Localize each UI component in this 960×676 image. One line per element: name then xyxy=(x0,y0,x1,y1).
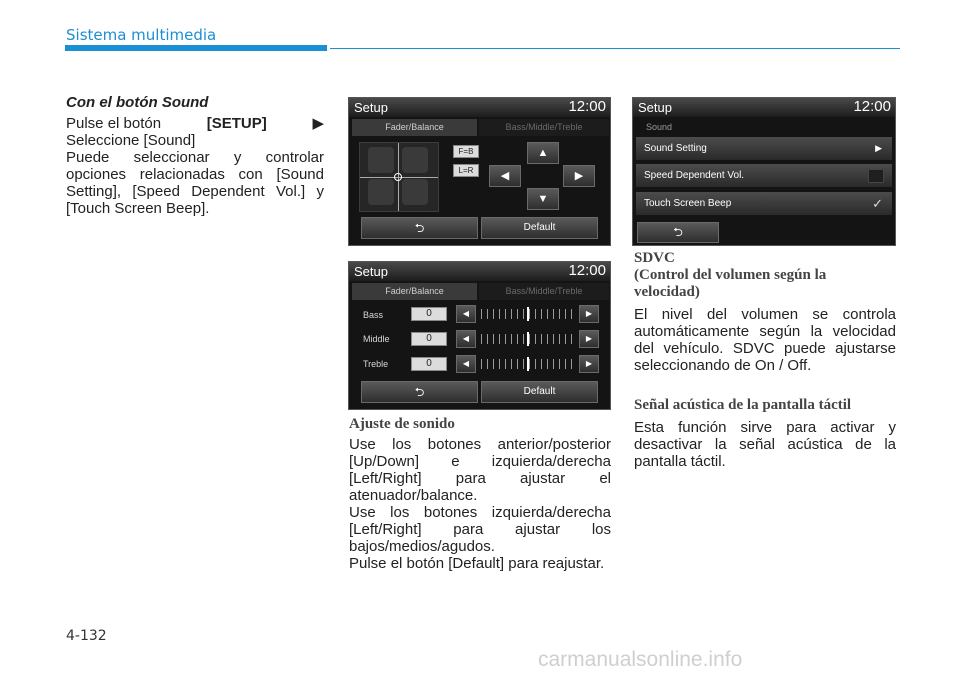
screen-clock: 12:00 xyxy=(568,262,606,279)
balance-value: L=R xyxy=(453,164,479,177)
bass-decrease-button[interactable] xyxy=(456,305,476,323)
tab-fader-balance[interactable]: Fader/Balance xyxy=(352,119,477,136)
seat-icon xyxy=(368,147,394,173)
middle-increase-button[interactable] xyxy=(579,330,599,348)
middle-heading: Ajuste de sonido xyxy=(349,416,455,432)
arrow-right-icon: ▶ xyxy=(574,170,584,182)
treble-value: 0 xyxy=(411,357,447,371)
bass-label: Bass xyxy=(363,310,384,320)
screen-title: Setup xyxy=(354,264,388,279)
back-button[interactable] xyxy=(361,381,478,403)
middle-paragraph-1: Use los botones anterior/posterior [Up/Down] e izquierda/derecha [Left/Right] para ajustar el atenuador/balance. xyxy=(349,436,611,504)
down-button[interactable] xyxy=(527,188,559,210)
sound-setting-label: Sound Setting xyxy=(644,143,707,154)
sound-settings-screen xyxy=(632,97,896,246)
middle-value: 0 xyxy=(411,332,447,346)
screen-title: Setup xyxy=(354,100,388,115)
screen-titlebar xyxy=(349,98,610,117)
chevron-right-icon: ▶ xyxy=(875,143,882,153)
tab-bass-middle-treble[interactable]: Bass/Middle/Treble xyxy=(479,119,609,136)
sdvc-paragraph: El nivel del volumen se controla automáticamente según la velocidad del vehículo. SDVC puede ajustarse seleccionando de On / Off. xyxy=(634,306,896,374)
right-button[interactable] xyxy=(563,165,595,187)
treble-decrease-button[interactable] xyxy=(456,355,476,373)
seat-icon xyxy=(368,179,394,205)
up-button[interactable] xyxy=(527,142,559,164)
arrow-left-icon: ◀ xyxy=(462,309,470,318)
car-seats-graphic[interactable] xyxy=(359,142,439,212)
instruction-line-2: Seleccione [Sound] xyxy=(66,132,196,149)
default-button[interactable]: Default xyxy=(481,217,598,239)
middle-label: Middle xyxy=(363,334,390,344)
default-button[interactable]: Default xyxy=(481,381,598,403)
page-number: 4-132 xyxy=(66,628,107,644)
sdvc-heading: SDVC xyxy=(634,250,675,266)
back-icon: ⮌ xyxy=(414,221,425,235)
middle-level-marker xyxy=(527,332,529,346)
treble-level-bar[interactable] xyxy=(481,359,577,369)
screen-subtitle: Sound xyxy=(646,122,673,132)
arrow-right-icon: ▶ xyxy=(585,309,593,318)
header-rule-thick xyxy=(65,45,327,51)
fader-balance-screen xyxy=(348,97,611,246)
screen-tabs xyxy=(352,119,607,136)
arrow-up-icon: ▲ xyxy=(537,147,549,159)
instruction-line-1 xyxy=(66,115,324,132)
header-rule-thin xyxy=(330,48,900,49)
middle-paragraph-3: Pulse el botón [Default] para reajustar. xyxy=(349,555,605,572)
tab-fader-balance[interactable]: Fader/Balance xyxy=(352,283,477,300)
arrow-right-icon: ▶ xyxy=(312,115,324,132)
checkmark-icon[interactable]: ✓ xyxy=(872,196,883,211)
instruction-text: Pulse el botón xyxy=(66,115,162,132)
seat-icon xyxy=(402,147,428,173)
treble-increase-button[interactable] xyxy=(579,355,599,373)
bass-level-marker xyxy=(527,307,529,321)
tab-bass-middle-treble[interactable]: Bass/Middle/Treble xyxy=(479,283,609,300)
back-icon: ⮌ xyxy=(673,225,683,239)
speed-dependent-vol-item[interactable] xyxy=(636,164,892,187)
back-button[interactable] xyxy=(637,222,719,243)
speed-dependent-vol-label: Speed Dependent Vol. xyxy=(644,170,745,181)
bass-level-bar[interactable] xyxy=(481,309,577,319)
arrow-down-icon: ▼ xyxy=(537,193,549,205)
arrow-left-icon: ◀ xyxy=(462,334,470,343)
watermark: carmanualsonline.info xyxy=(538,648,743,671)
setup-key: [SETUP] xyxy=(206,115,267,132)
screen-tabs xyxy=(352,283,607,300)
screen-clock: 12:00 xyxy=(853,98,891,115)
middle-decrease-button[interactable] xyxy=(456,330,476,348)
section-title: Sistema multimedia xyxy=(66,26,217,44)
treble-label: Treble xyxy=(363,359,389,369)
touch-screen-beep-label: Touch Screen Beep xyxy=(644,198,732,209)
screen-titlebar xyxy=(633,98,895,117)
instruction-paragraph: Puede seleccionar y controlar opciones relacionadas con [Sound Setting], [Speed Dependent Vol.] y [Touch Screen Beep]. xyxy=(66,149,324,217)
beep-heading: Señal acústica de la pantalla táctil xyxy=(634,397,852,413)
subheading: Con el botón Sound xyxy=(66,94,209,111)
screen-title: Setup xyxy=(638,100,672,115)
checkbox-icon[interactable] xyxy=(868,169,884,183)
touch-screen-beep-item[interactable] xyxy=(636,192,892,215)
bass-middle-treble-screen xyxy=(348,261,611,410)
screen-titlebar xyxy=(349,262,610,281)
back-button[interactable] xyxy=(361,217,478,239)
sdvc-subheading: (Control del volumen según la velocidad) xyxy=(634,267,827,300)
fader-value: F=B xyxy=(453,145,479,158)
bass-increase-button[interactable] xyxy=(579,305,599,323)
arrow-left-icon: ◀ xyxy=(500,170,510,182)
arrow-right-icon: ▶ xyxy=(585,359,593,368)
middle-paragraph-2: Use los botones izquierda/derecha [Left/Right] para ajustar los bajos/medios/agudos. xyxy=(349,504,611,555)
beep-paragraph: Esta función sirve para activar y desactivar la señal acústica de la pantalla táctil. xyxy=(634,419,896,470)
arrow-right-icon: ▶ xyxy=(585,334,593,343)
screen-clock: 12:00 xyxy=(568,98,606,115)
sound-setting-item[interactable] xyxy=(636,137,892,160)
back-icon: ⮌ xyxy=(414,385,425,399)
bass-value: 0 xyxy=(411,307,447,321)
treble-level-marker xyxy=(527,357,529,371)
arrow-left-icon: ◀ xyxy=(462,359,470,368)
seat-icon xyxy=(402,179,428,205)
balance-point-icon xyxy=(394,173,402,181)
left-button[interactable] xyxy=(489,165,521,187)
middle-level-bar[interactable] xyxy=(481,334,577,344)
